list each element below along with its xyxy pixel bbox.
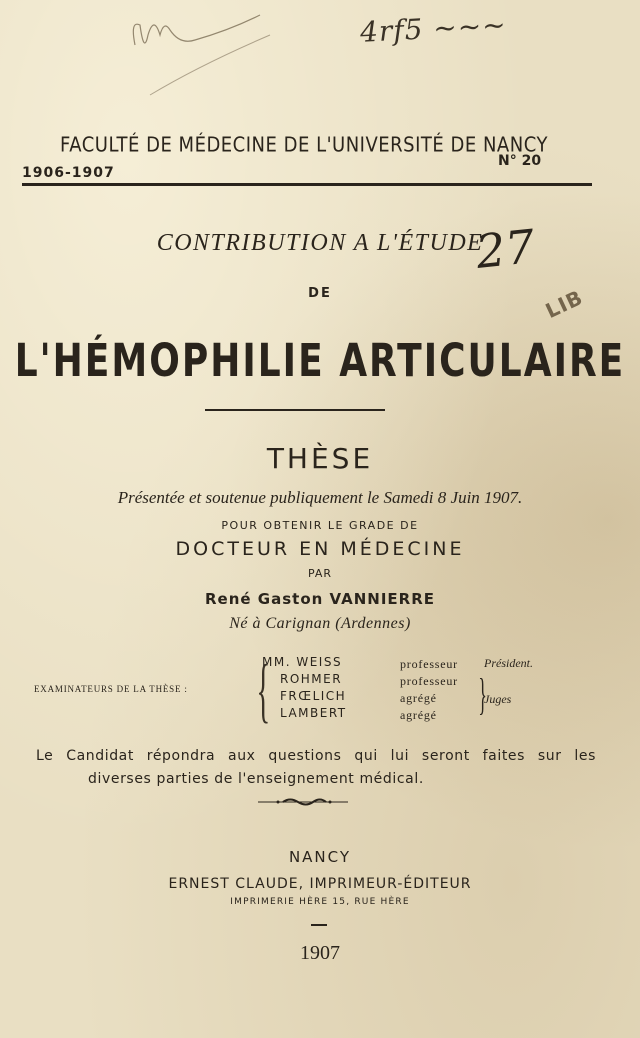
examiner-name: FRŒLICH xyxy=(280,689,347,703)
faculty-heading: FACULTÉ DE MÉDECINE DE L'UNIVERSITÉ DE NANCY xyxy=(60,133,548,158)
contribution-line: CONTRIBUTION A L'ÉTUDE xyxy=(156,230,484,256)
judges-label: Juges xyxy=(484,692,512,706)
examiner-role: professeur xyxy=(400,674,458,688)
examiner-name: ROHMER xyxy=(280,672,343,686)
examiner-roles xyxy=(400,656,458,724)
candidate-notice-line: diverses parties de l'enseignement médical. xyxy=(88,771,424,787)
title-rule xyxy=(205,409,385,411)
candidate-notice-line: Le Candidat répondra aux questions qui lui seront faites sur les xyxy=(36,748,596,764)
printer-name: ERNEST CLAUDE, IMPRIMEUR-ÉDITEUR xyxy=(168,876,472,892)
degree-intro: POUR OBTENIR LE GRADE DE xyxy=(221,519,419,532)
examiner-role: agrégé xyxy=(400,691,437,705)
publication-year: 1907 xyxy=(300,942,340,964)
par-word: PAR xyxy=(307,567,333,580)
academic-years: 1906-1907 xyxy=(22,165,115,181)
examiner-role: professeur xyxy=(400,657,458,671)
ornament-divider xyxy=(258,797,348,807)
thesis-number: N° 20 xyxy=(498,153,542,169)
author-birthplace: Né à Carignan (Ardennes) xyxy=(229,615,411,632)
examiner-name: LAMBERT xyxy=(280,706,347,720)
degree-name: DOCTEUR EN MÉDECINE xyxy=(175,538,465,560)
de-word: DE xyxy=(308,286,332,301)
imprint-city: NANCY xyxy=(288,848,352,866)
these-heading: THÈSE xyxy=(266,442,374,475)
author-name: René Gaston VANNIERRE xyxy=(204,590,436,608)
header-rule xyxy=(22,183,592,186)
library-stamp: LIB xyxy=(541,285,587,323)
examiner-name: MM. WEISS xyxy=(262,655,343,669)
handwritten-number: 27 xyxy=(473,219,538,279)
handwritten-annotation: 4rf5 ~~~ xyxy=(359,8,508,49)
examiners-brace: { xyxy=(256,650,271,730)
pencil-sketch-marks xyxy=(120,5,320,100)
judges-brace: } xyxy=(478,670,487,719)
candidate-notice xyxy=(36,745,596,791)
printer-address: IMPRIMERIE HÈRE 15, RUE HÈRE xyxy=(230,897,410,907)
examiner-names xyxy=(262,654,347,722)
president-label: Président. xyxy=(484,656,533,670)
defense-date-line: Présentée et soutenue publiquement le Samedi 8 Juin 1907. xyxy=(117,488,523,507)
main-title: L'HÉMOPHILIE ARTICULAIRE xyxy=(14,336,626,388)
imprint-dash xyxy=(311,924,327,926)
examiner-role: agrégé xyxy=(400,708,437,722)
examiners-label: EXAMINATEURS DE LA THÈSE : xyxy=(34,684,188,694)
